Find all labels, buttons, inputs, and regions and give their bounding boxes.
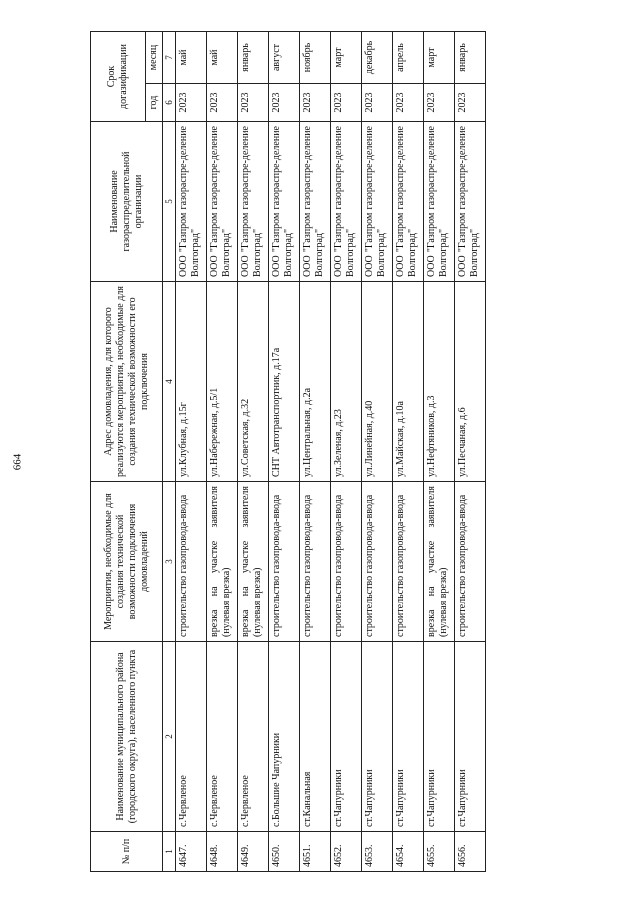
- row-number: 4647.: [176, 832, 207, 872]
- page-number-text: 664: [11, 453, 23, 471]
- measure-cell: строительство газопровода-ввода: [455, 482, 486, 642]
- month-cell: апрель: [393, 32, 424, 84]
- gasification-table: [90, 31, 486, 872]
- month-cell: декабрь: [362, 32, 393, 84]
- year-cell: 2023: [455, 84, 486, 122]
- table-row: [300, 32, 331, 872]
- table-row: [393, 32, 424, 872]
- month-cell: ноябрь: [300, 32, 331, 84]
- address-cell: ул.Нефтяников, д.3: [424, 282, 455, 482]
- rotated-table-container: [90, 32, 630, 872]
- organization-cell: ООО "Газпром газораспре-деление Волгоград": [300, 122, 331, 282]
- settlement-cell: ст.Чапурники: [331, 642, 362, 832]
- organization-cell: ООО "Газпром газораспре-деление Волгоград": [362, 122, 393, 282]
- address-cell: ул.Песчаная, д.6: [455, 282, 486, 482]
- table-row: [238, 32, 269, 872]
- year-cell: 2023: [269, 84, 300, 122]
- column-number: 1: [163, 832, 176, 872]
- table-row: [424, 32, 455, 872]
- address-cell: ул.Клубная, д.15г: [176, 282, 207, 482]
- address-cell: ул.Набережная, д.5/1: [207, 282, 238, 482]
- header-deadline: Срок догазификации: [91, 32, 146, 122]
- measure-cell: строительство газопровода-ввода: [362, 482, 393, 642]
- row-number: 4656.: [455, 832, 486, 872]
- year-cell: 2023: [238, 84, 269, 122]
- organization-cell: ООО "Газпром газораспре-деление Волгоград": [331, 122, 362, 282]
- organization-cell: ООО "Газпром газораспре-деление Волгоград": [455, 122, 486, 282]
- measure-cell: строительство газопровода-ввода: [176, 482, 207, 642]
- table-row: [176, 32, 207, 872]
- header-district: Наименование муниципального района (городского округа), населенного пункта: [91, 642, 163, 832]
- organization-cell: ООО "Газпром газораспре-деление Волгоград": [238, 122, 269, 282]
- year-cell: 2023: [331, 84, 362, 122]
- table-row: [455, 32, 486, 872]
- settlement-cell: с.Большие Чапурники: [269, 642, 300, 832]
- row-number: 4654.: [393, 832, 424, 872]
- table-row: [269, 32, 300, 872]
- column-number: 2: [163, 642, 176, 832]
- settlement-cell: с.Червленое: [238, 642, 269, 832]
- month-cell: май: [207, 32, 238, 84]
- header-year: год: [146, 84, 163, 122]
- measure-cell: строительство газопровода-ввода: [300, 482, 331, 642]
- settlement-cell: ст.Чапурники: [362, 642, 393, 832]
- organization-cell: ООО "Газпром газораспре-деление Волгоград": [269, 122, 300, 282]
- table-row: [331, 32, 362, 872]
- organization-cell: ООО "Газпром газораспре-деление Волгоград": [176, 122, 207, 282]
- header-row: [91, 32, 146, 872]
- measure-cell: строительство газопровода-ввода: [393, 482, 424, 642]
- address-cell: ул.Центральная, д.2а: [300, 282, 331, 482]
- settlement-cell: ст.Чапурники: [455, 642, 486, 832]
- address-cell: СНТ Автотранспортник, д.17а: [269, 282, 300, 482]
- row-number: 4650.: [269, 832, 300, 872]
- header-organization: Наименование газораспределительной организации: [91, 122, 163, 282]
- month-cell: март: [424, 32, 455, 84]
- column-number: 4: [163, 282, 176, 482]
- address-cell: ул.Майская, д.10а: [393, 282, 424, 482]
- month-cell: май: [176, 32, 207, 84]
- header-num: № п/п: [91, 832, 163, 872]
- year-cell: 2023: [207, 84, 238, 122]
- measure-cell: врезка на участке заявителя (нулевая врезка): [238, 482, 269, 642]
- month-cell: март: [331, 32, 362, 84]
- table-row: [362, 32, 393, 872]
- column-number-row: [163, 32, 176, 872]
- settlement-cell: ст.Канальная: [300, 642, 331, 832]
- page-number: [6, 452, 28, 472]
- column-number: 7: [163, 32, 176, 84]
- measure-cell: врезка на участке заявителя (нулевая врезка): [207, 482, 238, 642]
- table-body: [176, 32, 486, 872]
- year-cell: 2023: [300, 84, 331, 122]
- measure-cell: врезка на участке заявителя (нулевая врезка): [424, 482, 455, 642]
- month-cell: август: [269, 32, 300, 84]
- table-row: [207, 32, 238, 872]
- row-number: 4653.: [362, 832, 393, 872]
- row-number: 4652.: [331, 832, 362, 872]
- organization-cell: ООО "Газпром газораспре-деление Волгоград": [424, 122, 455, 282]
- settlement-cell: ст.Чапурники: [424, 642, 455, 832]
- column-number: 3: [163, 482, 176, 642]
- month-cell: январь: [455, 32, 486, 84]
- measure-cell: строительство газопровода-ввода: [331, 482, 362, 642]
- address-cell: ул.Зеленая, д.23: [331, 282, 362, 482]
- organization-cell: ООО "Газпром газораспре-деление Волгоград": [207, 122, 238, 282]
- month-cell: январь: [238, 32, 269, 84]
- row-number: 4655.: [424, 832, 455, 872]
- year-cell: 2023: [362, 84, 393, 122]
- year-cell: 2023: [176, 84, 207, 122]
- settlement-cell: с.Червленое: [176, 642, 207, 832]
- row-number: 4648.: [207, 832, 238, 872]
- settlement-cell: ст.Чапурники: [393, 642, 424, 832]
- organization-cell: ООО "Газпром газораспре-деление Волгоград": [393, 122, 424, 282]
- header-month: месяц: [146, 32, 163, 84]
- measure-cell: строительство газопровода-ввода: [269, 482, 300, 642]
- column-number: 6: [163, 84, 176, 122]
- row-number: 4651.: [300, 832, 331, 872]
- row-number: 4649.: [238, 832, 269, 872]
- address-cell: ул.Советская, д.32: [238, 282, 269, 482]
- header-address: Адрес домовладения, для которого реализуются мероприятия, необходимые для создания технической возможности его подключения: [91, 282, 163, 482]
- settlement-cell: с.Червленое: [207, 642, 238, 832]
- year-cell: 2023: [393, 84, 424, 122]
- header-measures: Мероприятия, необходимые для создания технической возможности подключения домовладений: [91, 482, 163, 642]
- address-cell: ул.Линейная, д.40: [362, 282, 393, 482]
- column-number: 5: [163, 122, 176, 282]
- year-cell: 2023: [424, 84, 455, 122]
